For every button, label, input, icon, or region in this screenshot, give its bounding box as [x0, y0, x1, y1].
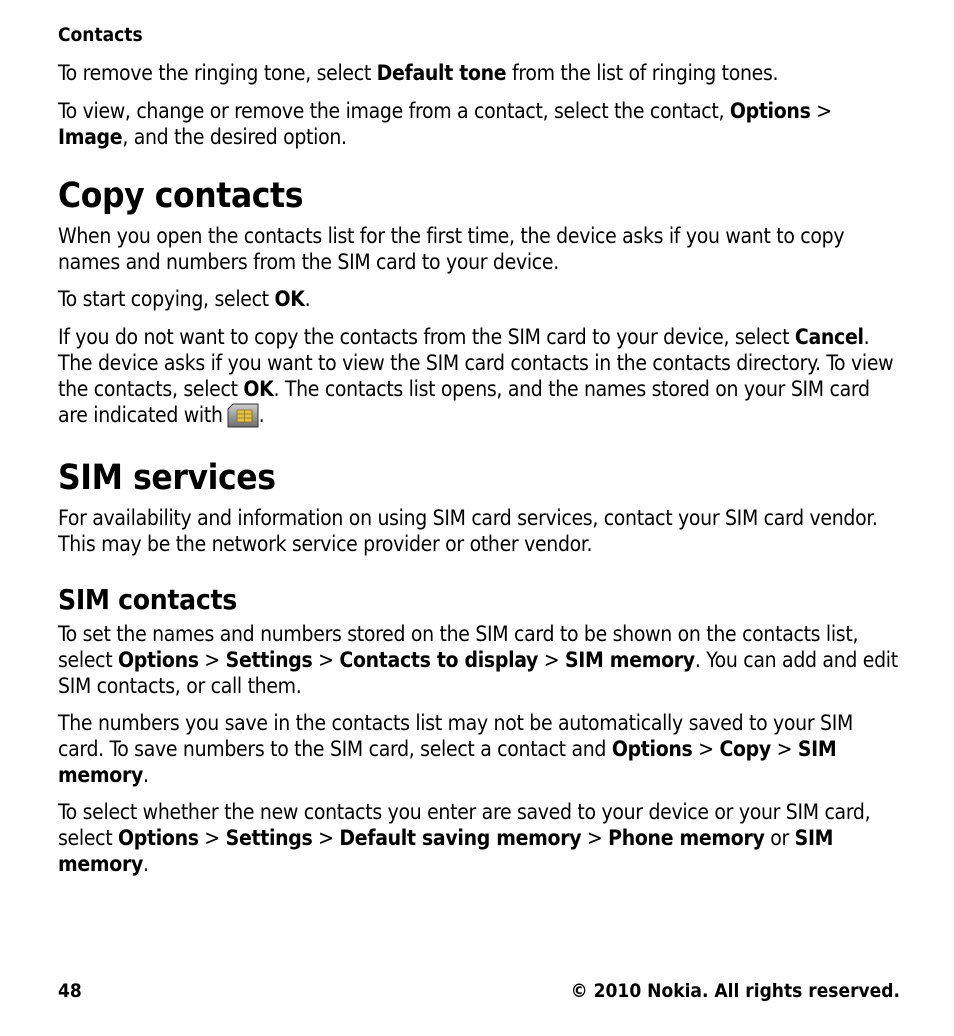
heading-sim-contacts: SIM contacts — [58, 583, 237, 616]
running-head: Contacts — [58, 24, 143, 46]
ringtone-paragraph-1: To remove the ringing tone, select Default tone from the list of ringing tones. — [58, 61, 779, 85]
sim-card-icon — [227, 403, 259, 428]
copy-contacts-paragraph-1: When you open the contacts list for the first time, the device asks if you want to copy names and numbers from the SIM card to your device. — [58, 224, 845, 274]
page-number: 48 — [58, 980, 82, 1002]
heading-sim-services: SIM services — [58, 458, 276, 498]
sim-contacts-paragraph-2: The numbers you save in the contacts list may not be automatically saved to your SIM card. To save numbers to the SIM card, select a contact and Options > Copy > SIM memory. — [58, 711, 853, 787]
sim-services-paragraph: For availability and information on using SIM card services, contact your SIM card vendor. This may be the network service provider or other vendor. — [58, 506, 878, 556]
sim-contacts-paragraph-1: To set the names and numbers stored on the SIM card to be shown on the contacts list, select Options > Settings > Contacts to display > SIM memory. You can add and edit SIM contacts, or call them. — [58, 622, 898, 698]
copyright-notice: © 2010 Nokia. All rights reserved. — [570, 980, 900, 1002]
copy-contacts-paragraph-2: To start copying, select OK. — [58, 287, 311, 311]
copy-contacts-paragraph-3: If you do not want to copy the contacts from the SIM card to your device, select Cancel. The device asks if you want to view the SIM card contacts in the contacts directory. To view the contacts, select OK. The contacts list opens, and the names stored on your SIM card are indicated with . — [58, 325, 894, 427]
image-paragraph: To view, change or remove the image from a contact, select the contact, Options > Image, and the desired option. — [58, 99, 832, 149]
heading-copy-contacts: Copy contacts — [58, 176, 304, 216]
sim-contacts-paragraph-3: To select whether the new contacts you enter are saved to your device or your SIM card, select Options > Settings > Default saving memory > Phone memory or SIM memory. — [58, 800, 871, 876]
